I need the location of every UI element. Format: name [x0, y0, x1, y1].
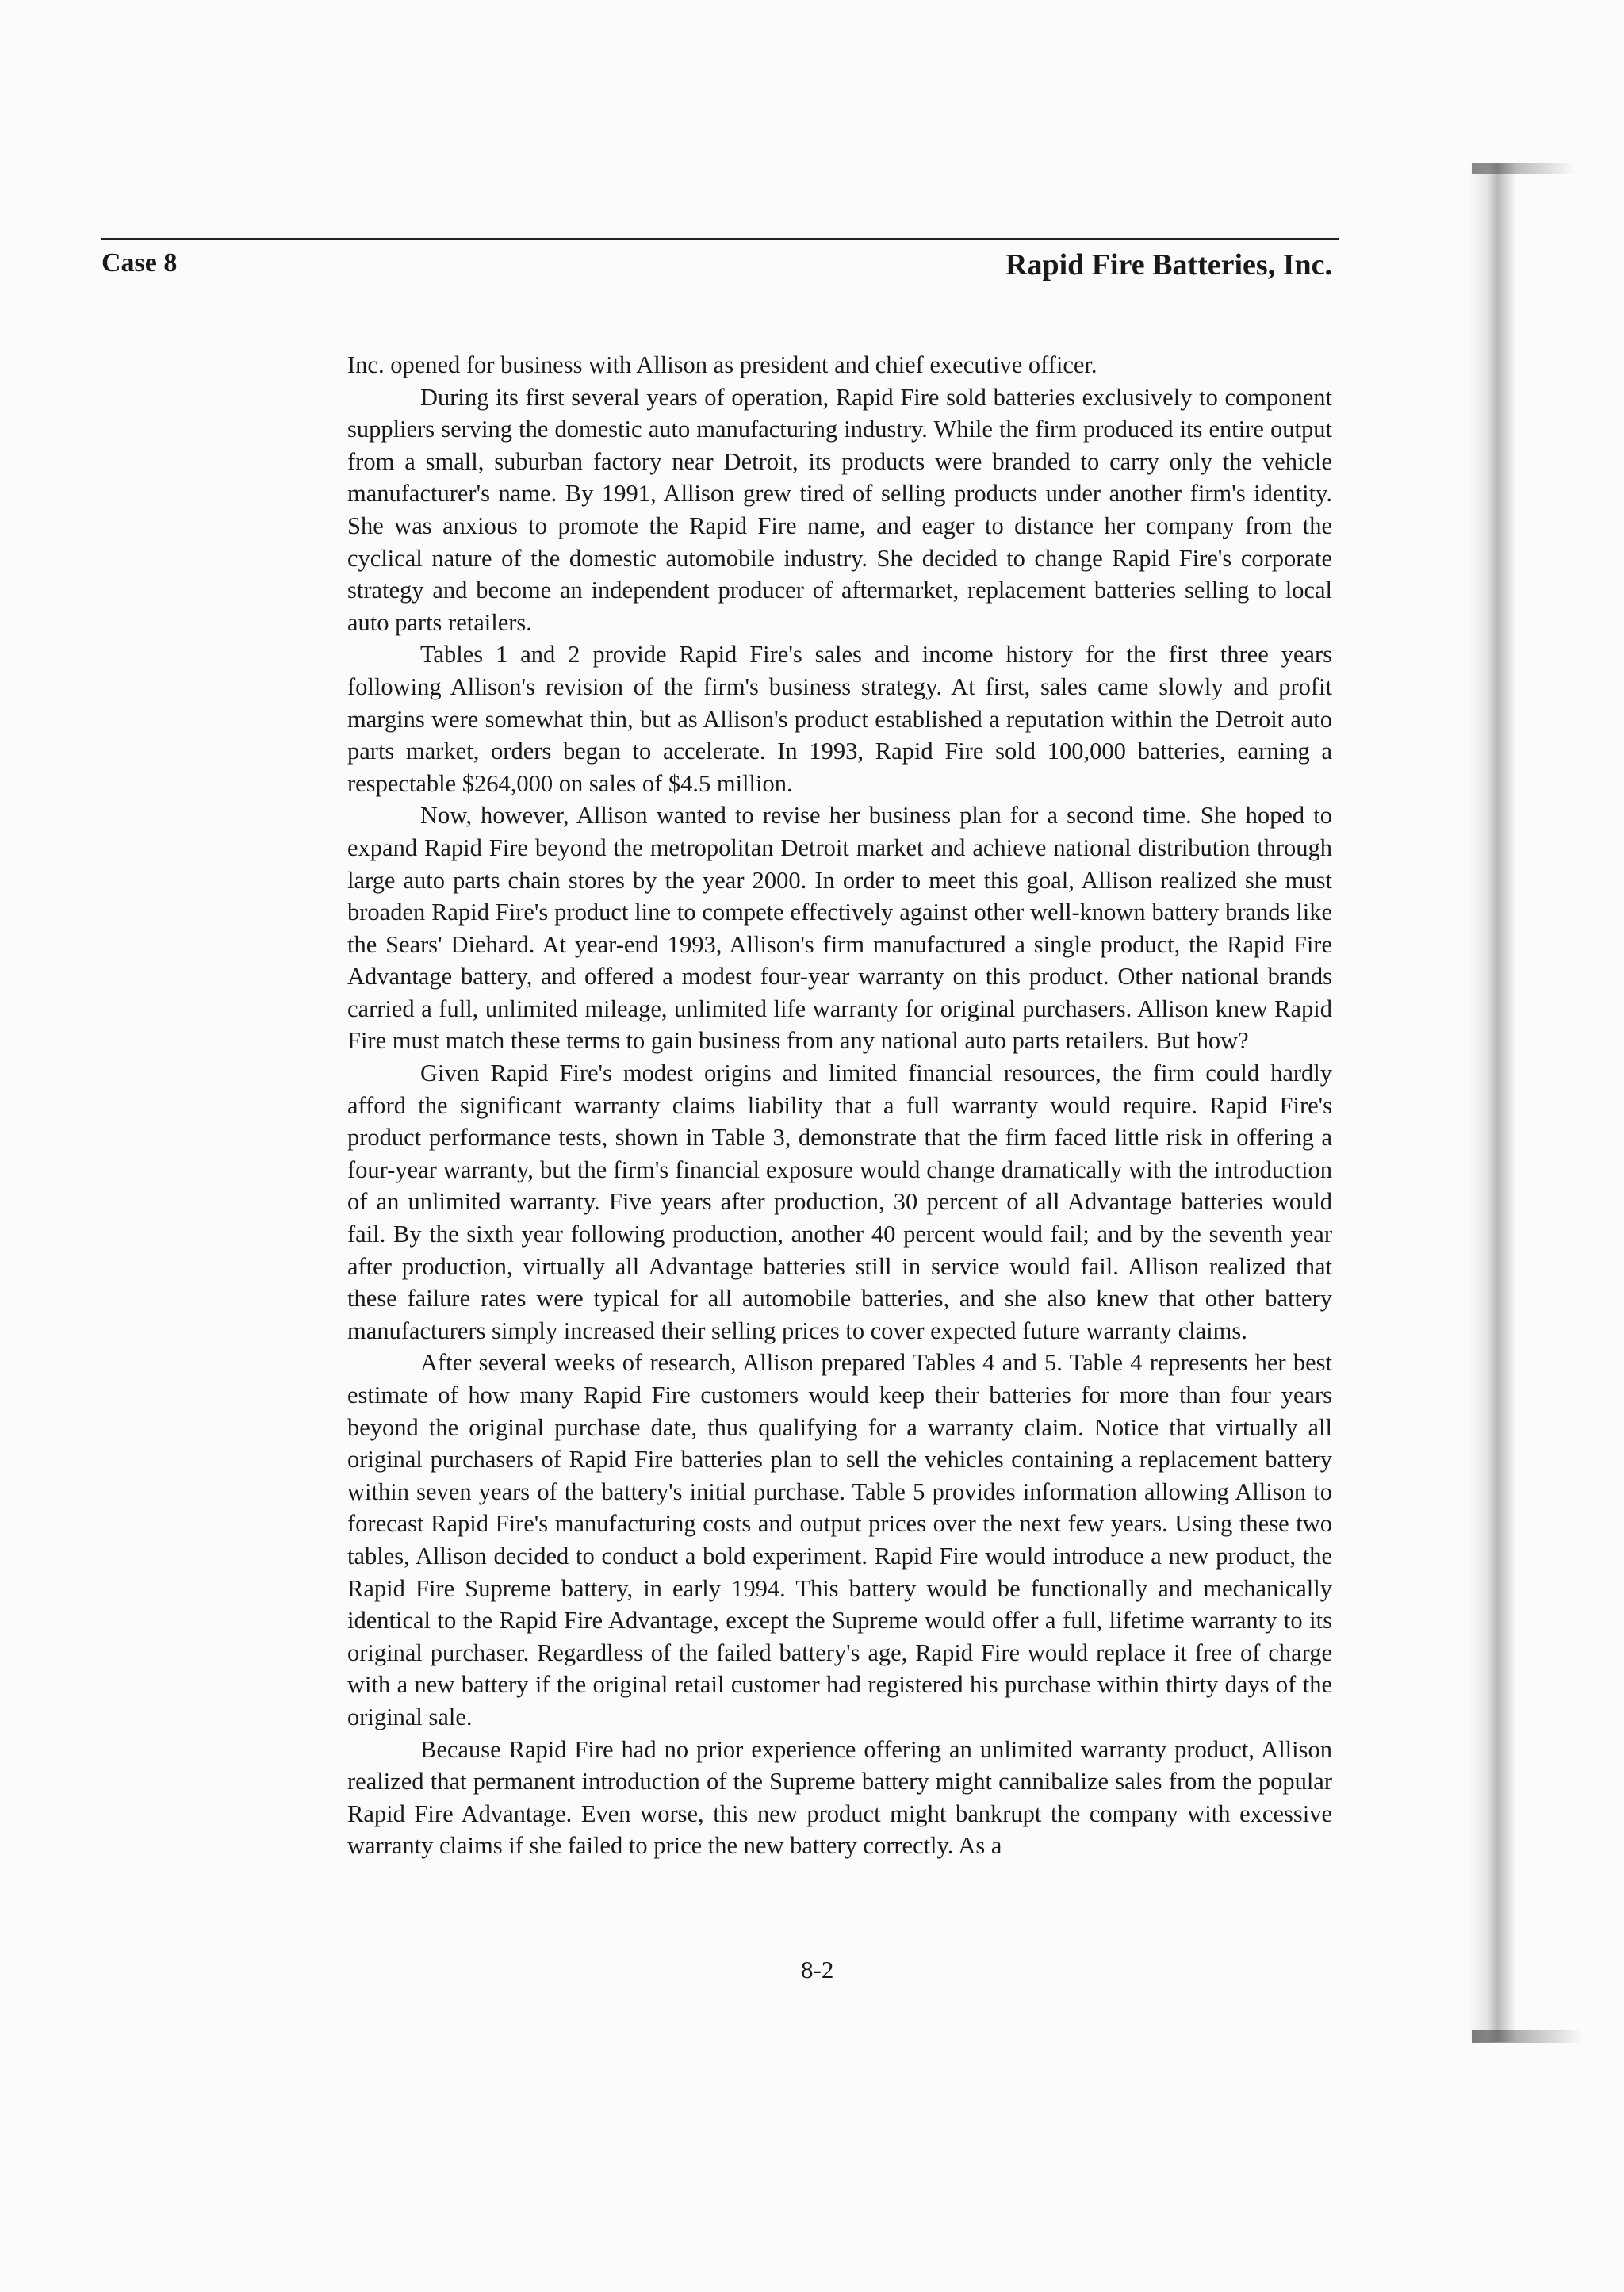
- paragraph: Now, however, Allison wanted to revise her business plan for a second time. She hoped to expand Rapid Fire beyond the metropolitan Detroit market and achieve national distribution through large auto parts chain stores by the year 2000. In order to meet this goal, Allison realized she must broaden Rapid Fire's product line to compete effectively against other well-known battery brands like the Sears' Diehard. At year-end 1993, Allison's firm manufactured a single product, the Rapid Fire Advantage battery, and offered a modest four-year warranty on this product. Other national brands carried a full, unlimited mileage, unlimited life warranty for original purchasers. Allison knew Rapid Fire must match these terms to gain business from any national auto parts retailers. But how?: [347, 802, 1332, 1055]
- page-number: 8-2: [801, 1956, 834, 1983]
- header-case-label: Case 8: [102, 248, 178, 278]
- paragraph: During its first several years of operation, Rapid Fire sold batteries exclusively to component suppliers serving the domestic auto manufacturing industry. While the firm produced its entire output from a small, suburban factory near Detroit, its products were branded to carry only the vehicle manufacturer's name. By 1991, Allison grew tired of selling products under another firm's identity. She was anxious to promote the Rapid Fire name, and eager to distance her company from the cyclical nature of the domestic automobile industry. She decided to change Rapid Fire's corporate strategy and become an independent producer of aftermarket, replacement batteries selling to local auto parts retailers.: [347, 383, 1332, 636]
- scan-corner-bottom-artifact: [1472, 2030, 1583, 2043]
- scan-corner-top-artifact: [1472, 163, 1575, 174]
- header-rule: [102, 238, 1339, 240]
- paragraph: Because Rapid Fire had no prior experience offering an unlimited warranty product, Allison realized that permanent introduction of the Supreme battery might cannibalize sales from the popular Rapid Fire Advantage. Even worse, this new product might bankrupt the company with excessive warranty claims if she failed to price the new battery correctly. As a: [347, 1735, 1332, 1860]
- paragraph: Given Rapid Fire's modest origins and limited financial resources, the firm could hardly afford the significant warranty claims liability that a full warranty would require. Rapid Fire's product performance tests, shown in Table 3, demonstrate that the firm faced little risk in offering a four-year warranty, but the firm's financial exposure would change dramatically with the introduction of an unlimited warranty. Five years after production, 30 percent of all Advantage batteries would fail. By the sixth year following production, another 40 percent would fail; and by the seventh year after production, virtually all Advantage batteries still in service would fail. Allison realized that these failure rates were typical for all automobile batteries, and she also knew that other battery manufacturers simply increased their selling prices to cover expected future warranty claims.: [347, 1060, 1332, 1344]
- paragraph: Tables 1 and 2 provide Rapid Fire's sales and income history for the first three years following Allison's revision of the firm's business strategy. At first, sales came slowly and profit margins were somewhat thin, but as Allison's product established a reputation within the Detroit auto parts market, orders began to accelerate. In 1993, Rapid Fire sold 100,000 batteries, earning a respectable $264,000 on sales of $4.5 million.: [347, 641, 1332, 797]
- header-title: Rapid Fire Batteries, Inc.: [1005, 248, 1332, 282]
- scan-edge-artifact: [1469, 163, 1516, 2042]
- paragraph: Inc. opened for business with Allison as president and chief executive officer.: [347, 351, 1097, 378]
- paragraph: After several weeks of research, Allison prepared Tables 4 and 5. Table 4 represents her best estimate of how many Rapid Fire customers would keep their batteries for more than four years beyond the original purchase date, thus qualifying for a warranty claim. Notice that virtually all original purchasers of Rapid Fire batteries plan to sell the vehicles containing a replacement battery within seven years of the battery's initial purchase. Table 5 provides information allowing Allison to forecast Rapid Fire's manufacturing costs and output prices over the next few years. Using these two tables, Allison decided to conduct a bold experiment. Rapid Fire would introduce a new product, the Rapid Fire Supreme battery, in early 1994. This battery would be functionally and mechanically identical to the Rapid Fire Advantage, except the Supreme would offer a full, lifetime warranty to its original purchaser. Regardless of the failed battery's age, Rapid Fire would replace it free of charge with a new battery if the original retail customer had registered his purchase within thirty days of the original sale.: [347, 1349, 1332, 1730]
- body-text: [347, 349, 1332, 1862]
